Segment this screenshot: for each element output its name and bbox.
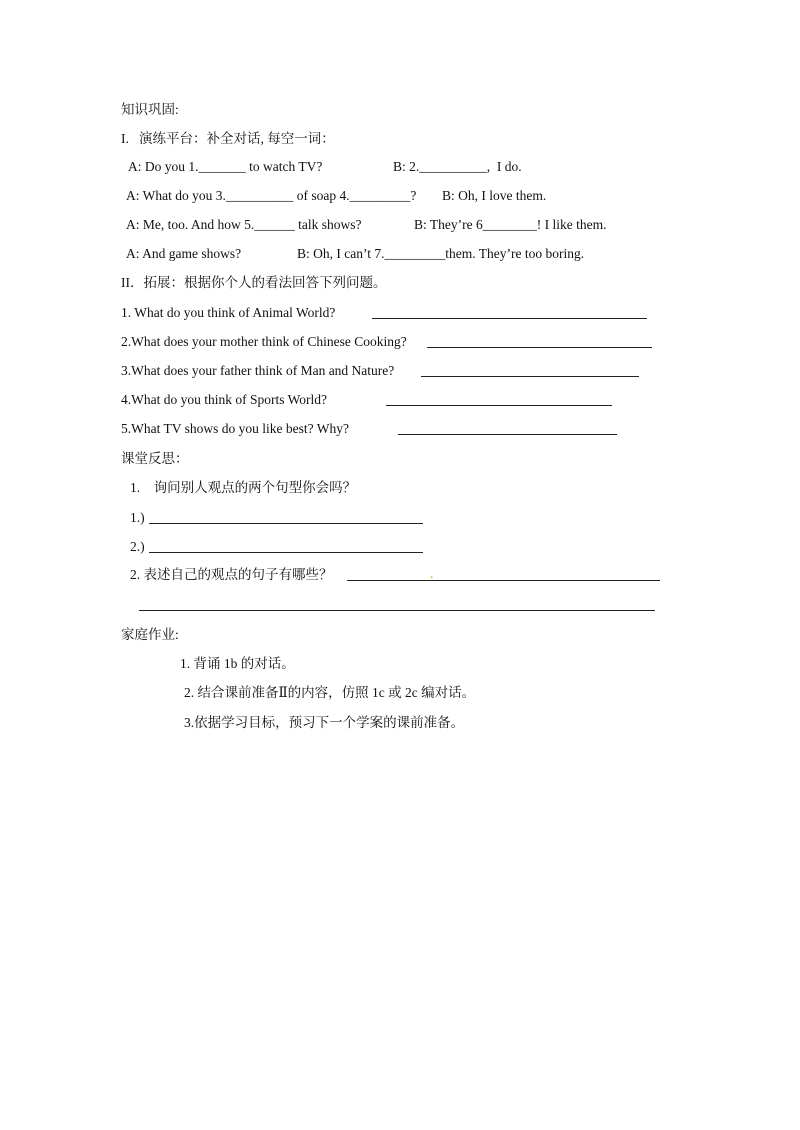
answer-line-1[interactable] <box>372 318 647 319</box>
homework-item-3: 3.依据学习目标，预习下一个学案的课前准备。 <box>184 715 465 730</box>
question-5: 5.What TV shows do you like best? Why? <box>121 421 349 436</box>
dialogue-a-1: A: Do you 1._______ to watch TV? <box>128 159 323 174</box>
answer-line-5[interactable] <box>398 434 617 435</box>
part1-heading: I. 演练平台：补全对话, 每空一词： <box>121 131 335 146</box>
dialogue-b-4: B: Oh, I can’t 7._________them. They’re too boring. <box>297 246 585 261</box>
homework-item-1: 1. 背诵 1b 的对话。 <box>180 656 295 671</box>
dialogue-a-3: A: Me, too. And how 5.______ talk shows? <box>126 217 362 232</box>
part2-heading: II．拓展：根据你个人的看法回答下列问题。 <box>121 275 387 290</box>
dialogue-a-4: A: And game shows? <box>126 246 242 261</box>
question-4: 4.What do you think of Sports World? <box>121 392 328 407</box>
reflection-answer-line-3[interactable] <box>347 580 660 581</box>
dialogue-b-1: B: 2.__________, I do. <box>393 159 522 174</box>
reflection-question-1: 1. 询问别人观点的两个句型你会吗？ <box>130 480 357 495</box>
question-3: 3.What does your father think of Man and Nature? <box>121 363 395 378</box>
dialogue-a-2: A: What do you 3.__________ of soap 4._________? <box>126 188 417 203</box>
answer-line-3[interactable] <box>421 376 639 377</box>
reflection-answer-line-4[interactable] <box>139 610 655 611</box>
question-1: 1. What do you think of Animal World? <box>121 305 336 320</box>
reflection-item-2-label: 2.) <box>130 539 145 554</box>
section-heading-homework: 家庭作业: <box>121 627 179 642</box>
reflection-item-1-label: 1.) <box>130 510 145 525</box>
reflection-question-2: 2. 表述自己的观点的句子有哪些？ <box>130 567 333 582</box>
section-heading-knowledge: 知识巩固: <box>121 102 179 117</box>
reflection-answer-line-2[interactable] <box>149 552 423 553</box>
answer-line-2[interactable] <box>427 347 652 348</box>
dialogue-b-2: B: Oh, I love them. <box>442 188 547 203</box>
answer-line-4[interactable] <box>386 405 612 406</box>
section-heading-reflection: 课堂反思： <box>121 451 189 466</box>
question-2: 2.What does your mother think of Chinese Cooking? <box>121 334 407 349</box>
homework-item-2: 2. 结合课前准备Ⅱ的内容，仿照 1c 或 2c 编对话。 <box>184 685 476 700</box>
dialogue-b-3: B: They’re 6________! I like them. <box>414 217 607 232</box>
reflection-answer-line-1[interactable] <box>149 523 423 524</box>
stray-dot-mark: . <box>430 566 434 581</box>
